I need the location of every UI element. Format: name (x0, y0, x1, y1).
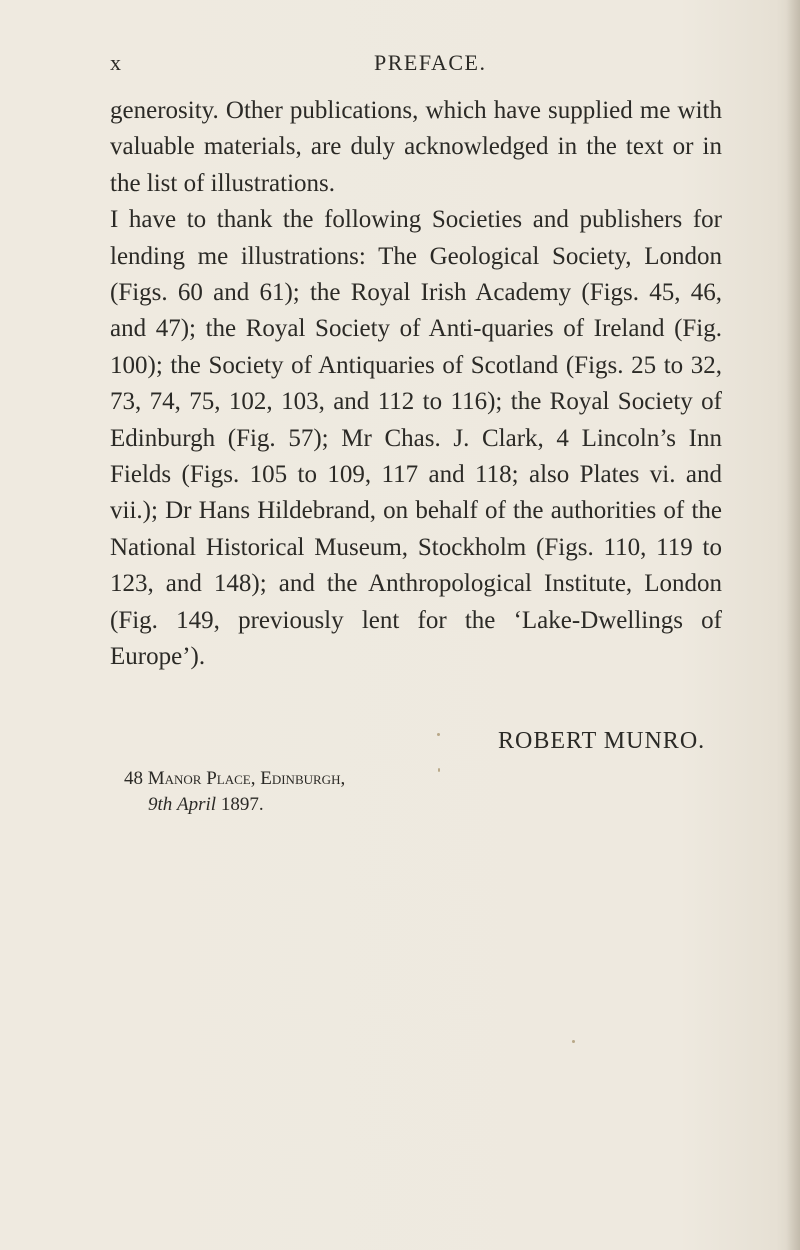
header-title: PREFACE. (374, 50, 487, 75)
address-block (124, 766, 345, 818)
date-line (124, 792, 345, 818)
paper-speck (438, 768, 440, 772)
paper-speck (437, 733, 440, 736)
date-day: 9th (148, 794, 173, 815)
address-street: Manor Place, Edinburgh, (147, 768, 346, 789)
address-number: 48 (124, 768, 143, 789)
preface-body (110, 93, 722, 676)
author-signature: ROBERT MUNRO. (498, 728, 706, 754)
running-head (110, 50, 710, 80)
page-edge-shadow (786, 0, 800, 1250)
paragraph-2: I have to thank the following Societies and publishers for lending me illustrations: The Geological Society, London (Figs. 60 and 61); the Royal Irish Academy (Figs. 45, 46, and 47); the Royal Society of Anti-quaries of Ireland (Fig. 100); the Society of Antiquaries of Scotland (Figs. 25 to 32, 73, 74, 75, 102, 103, and 112 to 116); the Royal Society of Edinburgh (Fig. 57); Mr Chas. J. Clark, 4 Lincoln’s Inn Fields (Figs. 105 to 109, 117 and 118; also Plates vi. and vii.); Dr Hans Hildebrand, on behalf of the authorities of the National Historical Museum, Stockholm (Figs. 110, 119 to 123, and 148); and the Anthropological Institute, London (Fig. 149, previously lent for the ‘Lake-Dwellings of Europe’). (110, 206, 722, 671)
paper-speck (572, 1040, 575, 1043)
date-month: April (177, 794, 217, 815)
date-year: 1897. (220, 794, 264, 815)
address-line (124, 766, 345, 792)
paragraph-1: generosity. Other publications, which have supplied me with valuable materials, are duly acknowledged in the text or in the list of illustrations. (110, 97, 722, 197)
page-number: x (110, 50, 122, 75)
